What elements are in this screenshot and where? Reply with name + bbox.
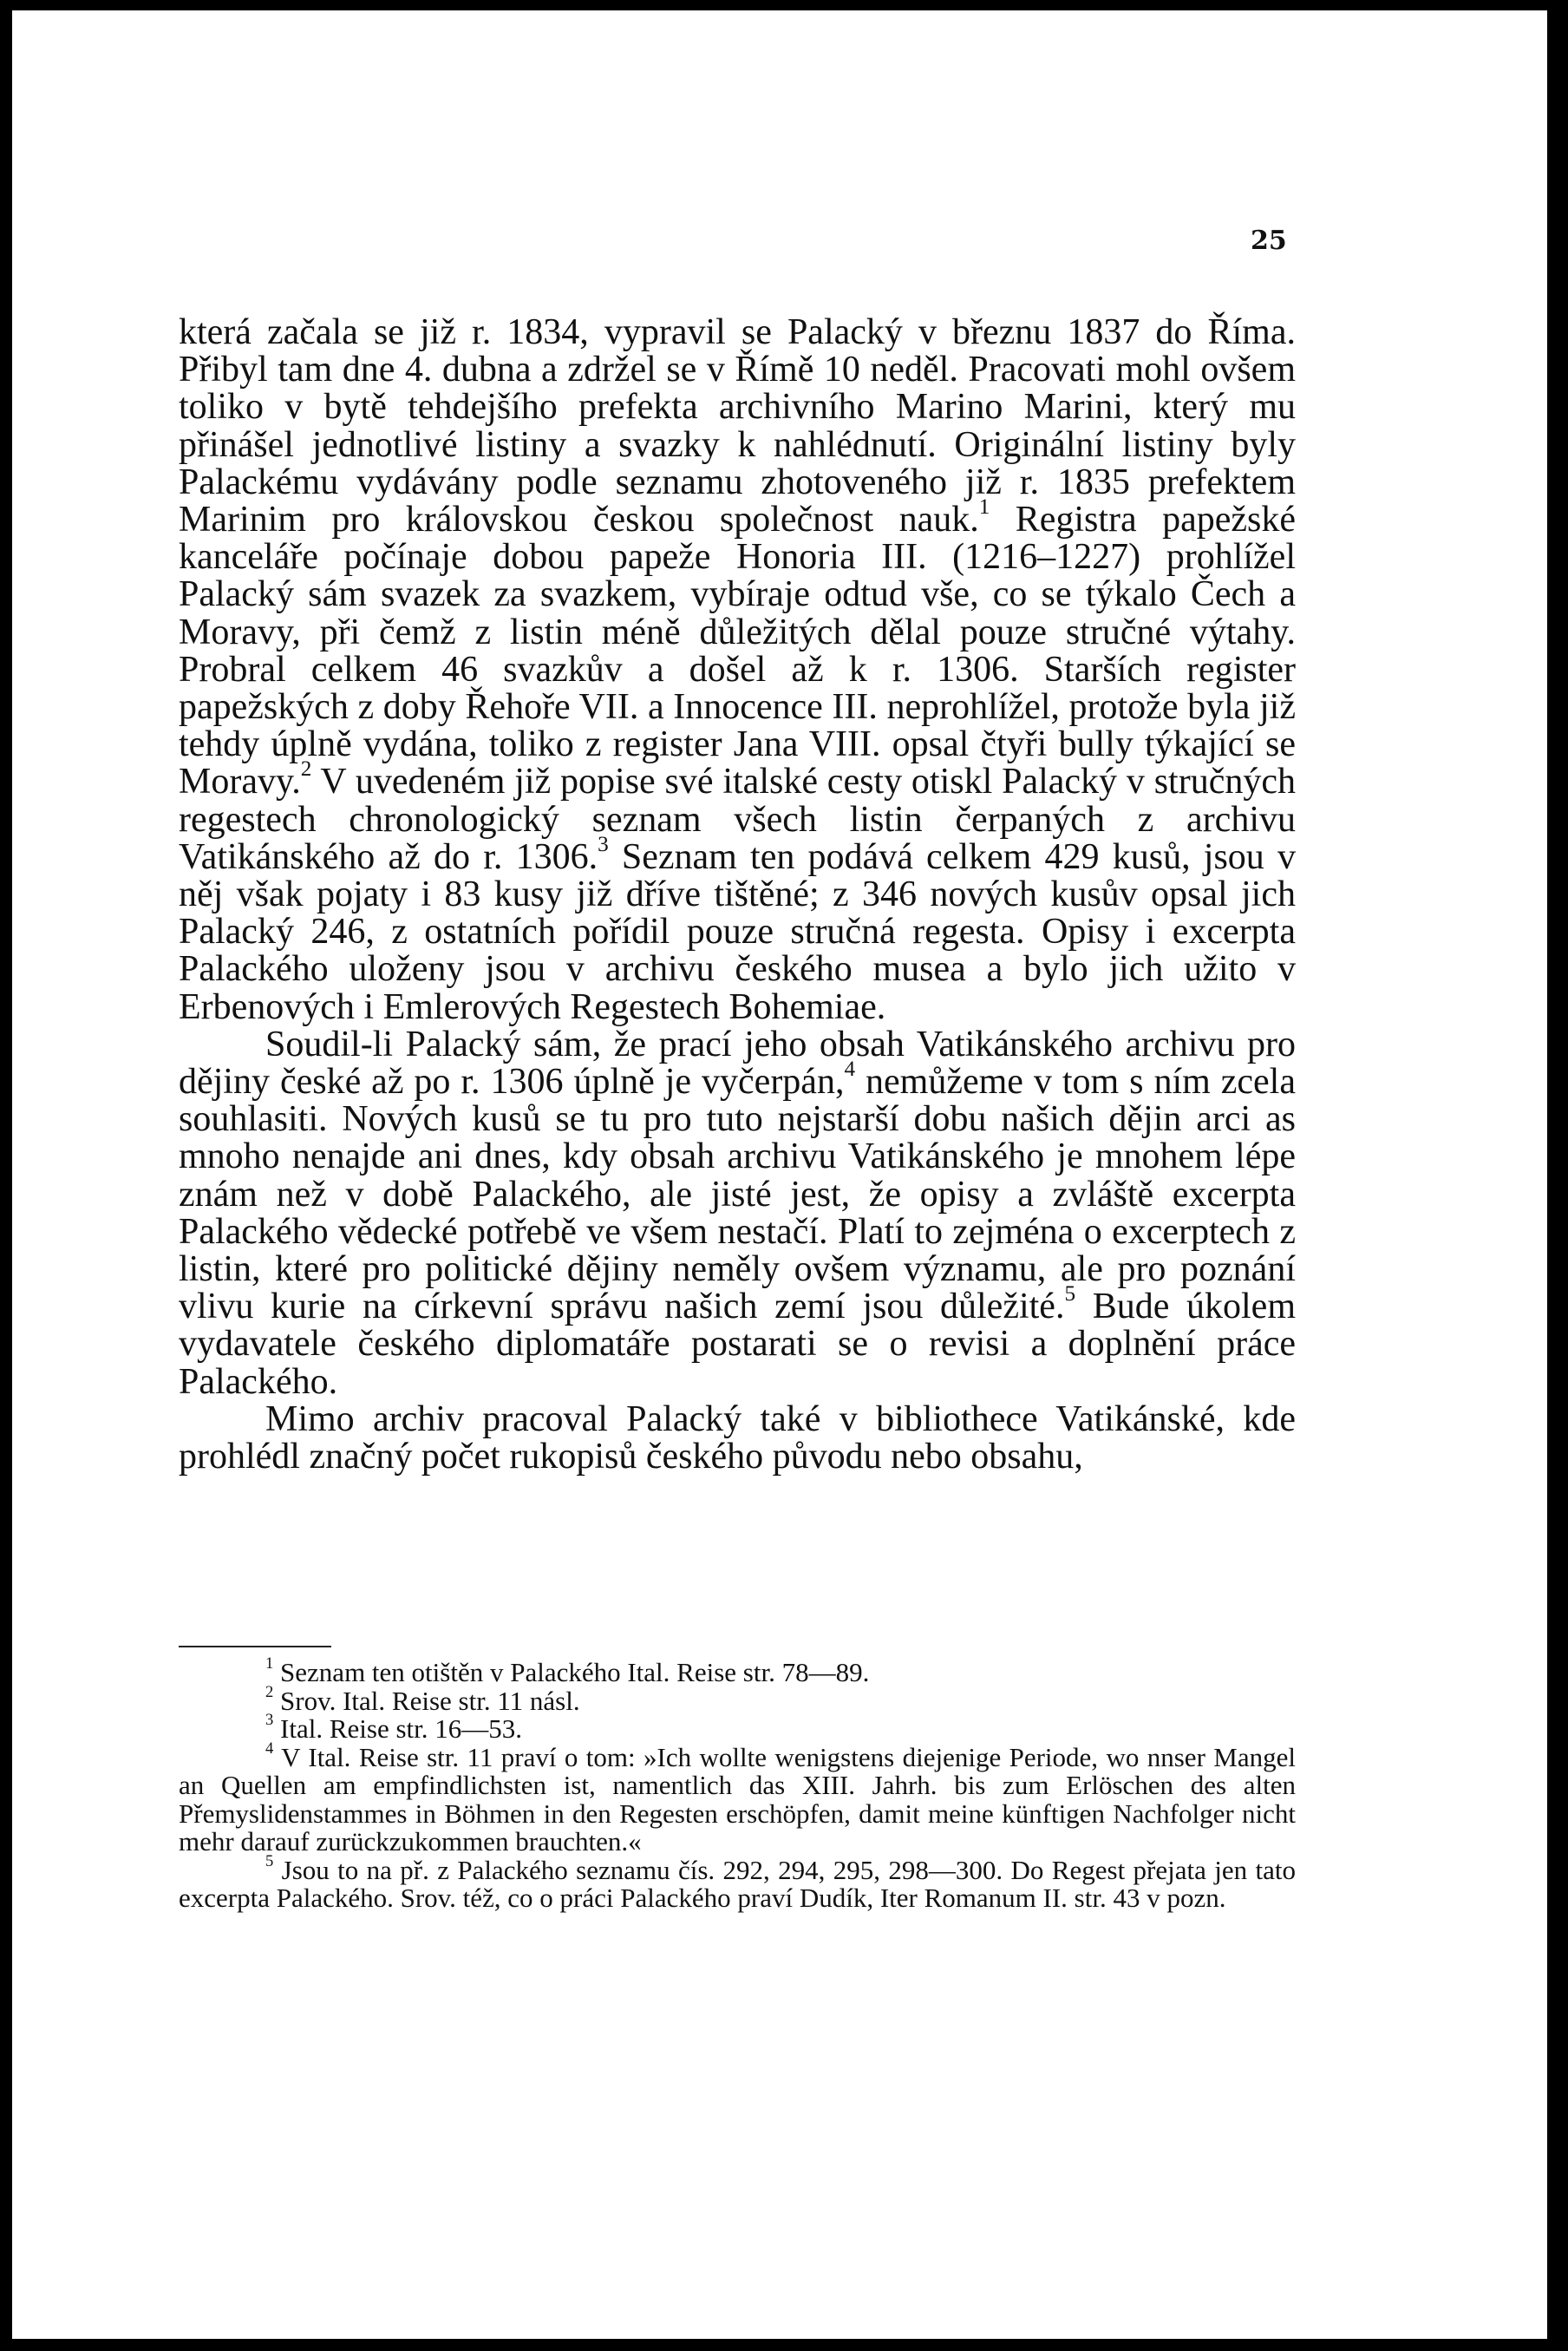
paragraph-1 <box>179 314 1296 1026</box>
footnote-3 <box>179 1711 1296 1744</box>
footnote-2-number: 2 <box>265 1682 274 1701</box>
paragraph-2-part-c: Bude úkolem vydavatele českého diplomatáře postarati se o revisi a doplnění práce Palackého. <box>179 1287 1296 1402</box>
footnote-4-number: 4 <box>265 1739 274 1758</box>
footnote-ref-2: 2 <box>300 757 312 782</box>
paragraph-1-part-b: Registra papežské kanceláře počínaje dobou papeže Honoria III. (1216–1227) prohlížel Palacký sám svazek za svazkem, vybíraje odtud vše, co se týkalo Čech a Moravy, při čemž z listin méně důležitých dělal pouze stručné výtahy. Probral celkem 46 svazkův a došel až k r. 1306. Starších register papežských z doby Řehoře VII. a Innocence III. neprohlížel, protože byla již tehdy úplně vydána, toliko z register Jana VIII. opsal čtyři bully týkající se Moravy. <box>179 500 1296 802</box>
footnote-4 <box>179 1739 1296 1857</box>
footnote-5 <box>179 1851 1296 1913</box>
footnote-3-text: Ital. Reise str. 16—53. <box>273 1713 523 1744</box>
body-text <box>179 314 1296 1476</box>
footnote-ref-4: 4 <box>844 1057 856 1081</box>
footnotes <box>179 1654 1296 1913</box>
paragraph-2 <box>179 1026 1296 1401</box>
paragraph-2-part-b: nemůžeme v tom s ním zcela souhlasiti. Nových kusů se tu pro tuto nejstarší dobu našich dějin arci as mnoho nenajde ani dnes, kdy obsah archivu Vatikánského je mnohem lépe znám než v době Palackého, ale jisté jest, že opisy a zvláště excerpta Palackého vědecké potřebě ve všem nestačí. Platí to zejména o excerptech z listin, které pro politické dějiny neměly ovšem významu, ale pro poznání vlivu kurie na církevní správu našich zemí jsou důležité. <box>179 1062 1296 1327</box>
footnote-4-text: V Ital. Reise str. 11 praví o tom: »Ich wollte wenigstens diejenige Periode, wo nnser Mangel an Quellen am empfindlichsten ist, namentlich das XIII. Jahrh. bis zum Erlöschen des alten Přemyslidenstammes in Böhmen in den Regesten erschöpfen, damit meine künftigen Nachfolger nicht mehr darauf zurückzukommen brauchten.« <box>179 1741 1296 1857</box>
paragraph-1-part-d: Seznam ten podává celkem 429 kusů, jsou v něj však pojaty i 83 kusy již dříve tištěné; z 346 nových kusův opsal jich Palacký 246, z ostatních pořídil pouze stručná regesta. Opisy i excerpta Palackého uloženy jsou v archivu českého musea a bylo jich užito v Erbenových i Emlerových Regestech Bohemiae. <box>179 836 1296 1027</box>
footnote-ref-1: 1 <box>978 494 990 519</box>
footnote-2-text: Srov. Ital. Reise str. 11 násl. <box>273 1685 580 1716</box>
footnote-divider <box>179 1646 331 1647</box>
page-sheet <box>12 10 1547 2339</box>
footnote-2 <box>179 1682 1296 1716</box>
footnote-ref-5: 5 <box>1064 1282 1076 1306</box>
footnote-5-text: Jsou to na př. z Palackého seznamu čís. 292, 294, 295, 298—300. Do Regest přejata jen tato excerpta Palackého. Srov. též, co o práci Palackého praví Dudík, Iter Romanum II. str. 43 v pozn. <box>179 1854 1296 1913</box>
footnote-1-text: Seznam ten otištěn v Palackého Ital. Reise str. 78—89. <box>273 1657 870 1687</box>
footnote-ref-3: 3 <box>598 832 609 856</box>
footnote-5-number: 5 <box>265 1851 274 1870</box>
paragraph-3: Mimo archiv pracoval Palacký také v bibliothece Vatikánské, kde prohlédl značný počet rukopisů českého původu nebo obsahu, <box>179 1398 1296 1477</box>
paragraph-2-part-a: Soudil-li Palacký sám, že prací jeho obsah Vatikánského archivu pro dějiny české až po r. 1306 úplně je vyčerpán, <box>179 1024 1296 1103</box>
footnote-1-number: 1 <box>265 1654 274 1673</box>
footnote-1 <box>179 1654 1296 1687</box>
page-number: 25 <box>1251 226 1287 256</box>
paragraph-1-part-c: V uvedeném již popise své italské cesty otiskl Palacký v stručných regestech chronologický seznam všech listin čerpaných z archivu Vatikánského až do r. 1306. <box>179 762 1296 877</box>
footnote-3-number: 3 <box>265 1711 274 1730</box>
paragraph-1-part-a: která začala se již r. 1834, vypravil se Palacký v březnu 1837 do Říma. Přibyl tam dne 4. dubna a zdržel se v Římě 10 neděl. Pracovati mohl ovšem toliko v bytě tehdejšího prefekta archivního Marino Marini, který mu přinášel jednotlivé listiny a svazky k nahlédnutí. Originální listiny byly Palackému vydávány podle seznamu zhotoveného již r. 1835 prefektem Marinim pro královskou českou společnost nauk. <box>179 312 1296 540</box>
